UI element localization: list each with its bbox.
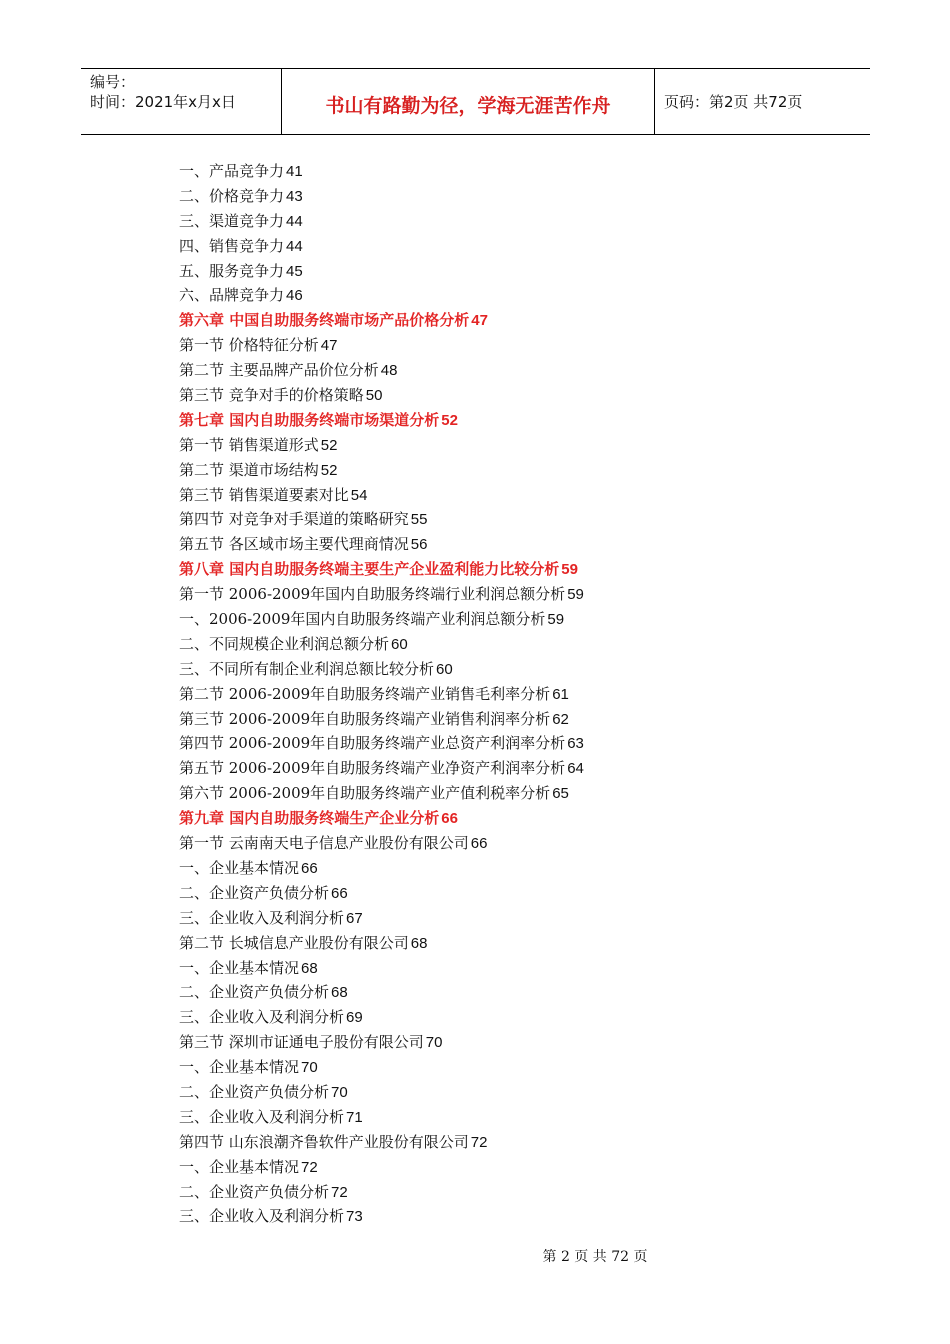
toc-entry-page: 72	[470, 1133, 488, 1151]
toc-entry-title: 第一节 价格特征分析	[179, 336, 319, 355]
toc-entry-page: 54	[350, 486, 368, 504]
toc-entry-page: 56	[410, 536, 428, 554]
toc-entry-title: 第四节 2006-2009年自助服务终端产业总资产利润率分析	[179, 734, 566, 753]
toc-entry-page: 67	[346, 909, 363, 927]
toc-entry-page: 68	[301, 959, 318, 977]
toc-entry-title: 第八章 国内自助服务终端主要生产企业盈利能力比较分析	[179, 560, 560, 579]
toc-chapter-entry[interactable]	[179, 308, 799, 333]
toc-entry[interactable]	[179, 383, 799, 408]
toc-entry-title: 一、2006-2009年国内自助服务终端产业利润总额分析	[179, 610, 546, 629]
toc-entry-page: 66	[441, 810, 458, 828]
toc-entry[interactable]	[179, 632, 799, 657]
toc-entry-title: 第五节 2006-2009年自助服务终端产业净资产利润率分析	[179, 759, 566, 778]
toc-entry[interactable]	[179, 607, 799, 632]
toc-entry-page: 60	[436, 660, 453, 678]
toc-entry-title: 第五节 各区域市场主要代理商情况	[179, 535, 409, 554]
toc-entry[interactable]	[179, 657, 799, 682]
toc-entry[interactable]	[179, 234, 799, 259]
toc-entry-title: 第三节 竞争对手的价格策略	[179, 386, 364, 405]
toc-entry-page: 46	[286, 287, 303, 305]
toc-entry-title: 第二节 长城信息产业股份有限公司	[179, 933, 409, 952]
toc-entry-title: 第一节 云南南天电子信息产业股份有限公司	[179, 834, 469, 853]
toc-entry-title: 三、企业收入及利润分析	[179, 1107, 345, 1126]
toc-entry[interactable]	[179, 1105, 799, 1130]
toc-entry[interactable]	[179, 1180, 799, 1205]
toc-entry-page: 63	[567, 735, 584, 753]
toc-entry[interactable]	[179, 1080, 799, 1105]
toc-entry-page: 72	[301, 1158, 318, 1176]
toc-entry[interactable]	[179, 209, 799, 234]
toc-entry-page: 73	[346, 1208, 363, 1226]
toc-entry-page: 52	[320, 461, 338, 479]
toc-entry-title: 三、企业收入及利润分析	[179, 1207, 345, 1226]
toc-entry-page: 72	[331, 1183, 348, 1201]
toc-entry[interactable]	[179, 507, 799, 532]
toc-entry-page: 68	[410, 934, 428, 952]
toc-entry-page: 41	[286, 163, 303, 180]
toc-entry-page: 69	[346, 1009, 363, 1027]
toc-entry-title: 第三节 2006-2009年自助服务终端产业销售利润率分析	[179, 709, 551, 728]
toc-entry-title: 一、企业基本情况	[179, 1058, 300, 1077]
table-of-contents	[179, 159, 799, 1229]
toc-entry[interactable]	[179, 159, 799, 184]
toc-entry-title: 一、企业基本情况	[179, 858, 300, 877]
toc-entry-page: 61	[552, 685, 569, 703]
toc-entry[interactable]	[179, 1130, 799, 1155]
toc-entry[interactable]	[179, 184, 799, 209]
toc-entry-page: 70	[301, 1059, 318, 1077]
toc-entry[interactable]	[179, 707, 799, 732]
toc-entry-page: 50	[365, 387, 383, 405]
toc-entry-title: 一、产品竞争力	[179, 162, 285, 180]
toc-entry-title: 第一节 销售渠道形式	[179, 435, 319, 454]
toc-entry[interactable]	[179, 881, 799, 906]
toc-entry[interactable]	[179, 358, 799, 383]
toc-entry[interactable]	[179, 582, 799, 607]
toc-entry-title: 三、企业收入及利润分析	[179, 908, 345, 927]
toc-entry[interactable]	[179, 532, 799, 557]
toc-entry[interactable]	[179, 831, 799, 856]
toc-entry-page: 68	[331, 984, 348, 1002]
toc-entry-page: 71	[346, 1108, 363, 1126]
toc-entry-title: 四、销售竞争力	[179, 236, 285, 255]
toc-entry-title: 二、企业资产负债分析	[179, 983, 330, 1002]
toc-chapter-entry[interactable]	[179, 557, 799, 582]
toc-entry-title: 第四节 对竞争对手渠道的策略研究	[179, 510, 409, 529]
toc-entry[interactable]	[179, 1155, 799, 1180]
toc-entry-title: 五、服务竞争力	[179, 261, 285, 280]
toc-entry[interactable]	[179, 333, 799, 358]
toc-chapter-entry[interactable]	[179, 408, 799, 433]
toc-entry-title: 二、不同规模企业利润总额分析	[179, 634, 390, 653]
toc-entry-page: 59	[547, 611, 565, 629]
toc-entry-title: 第七章 国内自助服务终端市场渠道分析	[179, 410, 440, 429]
toc-entry-page: 45	[286, 262, 303, 280]
toc-entry-page: 66	[470, 835, 488, 853]
toc-entry-title: 三、不同所有制企业利润总额比较分析	[179, 659, 435, 678]
toc-entry-page: 64	[567, 760, 584, 778]
toc-entry-page: 52	[441, 411, 458, 429]
header-page-cell	[655, 69, 870, 134]
toc-entry-title: 一、企业基本情况	[179, 958, 300, 977]
toc-entry-title: 二、价格竞争力	[179, 186, 285, 205]
toc-entry-page: 55	[410, 511, 428, 529]
toc-entry-title: 三、企业收入及利润分析	[179, 1008, 345, 1027]
toc-entry-page: 44	[286, 237, 303, 255]
toc-entry[interactable]	[179, 856, 799, 881]
toc-entry-page: 66	[331, 884, 348, 902]
toc-entry-page: 47	[471, 312, 488, 330]
toc-entry-page: 70	[425, 1034, 443, 1052]
toc-entry[interactable]	[179, 781, 799, 806]
toc-entry[interactable]	[179, 1005, 799, 1030]
toc-entry-page: 70	[331, 1083, 348, 1101]
toc-entry-title: 二、企业资产负债分析	[179, 883, 330, 902]
toc-entry-page: 52	[320, 436, 338, 454]
toc-entry[interactable]	[179, 433, 799, 458]
toc-entry[interactable]	[179, 756, 799, 781]
toc-entry[interactable]	[179, 731, 799, 756]
toc-entry-title: 第六章 中国自助服务终端市场产品价格分析	[179, 311, 470, 330]
toc-entry-title: 第六节 2006-2009年自助服务终端产业产值利税率分析	[179, 784, 551, 803]
toc-entry-title: 二、企业资产负债分析	[179, 1082, 330, 1101]
toc-entry-page: 65	[552, 785, 569, 803]
code-label: 编号：	[90, 73, 136, 91]
toc-entry[interactable]	[179, 1030, 799, 1055]
toc-entry-title: 第二节 主要品牌产品价位分析	[179, 361, 379, 380]
toc-entry-title: 二、企业资产负债分析	[179, 1182, 330, 1201]
toc-entry[interactable]	[179, 931, 799, 956]
toc-entry-title: 第三节 销售渠道要素对比	[179, 485, 349, 504]
toc-entry[interactable]	[179, 483, 799, 508]
toc-entry-page: 47	[320, 337, 338, 355]
toc-entry[interactable]	[179, 259, 799, 284]
toc-entry[interactable]	[179, 458, 799, 483]
toc-entry-title: 六、品牌竞争力	[179, 286, 285, 305]
toc-entry[interactable]	[179, 906, 799, 931]
toc-entry-title: 第九章 国内自助服务终端生产企业分析	[179, 809, 440, 828]
toc-entry[interactable]	[179, 1055, 799, 1080]
toc-entry[interactable]	[179, 956, 799, 981]
toc-entry-page: 60	[391, 635, 408, 653]
toc-entry-page: 44	[286, 212, 303, 230]
date-label: 时间：2021年x月x日	[90, 93, 236, 111]
header-meta-cell	[81, 69, 282, 134]
toc-entry-title: 一、企业基本情况	[179, 1157, 300, 1176]
toc-entry-page: 48	[380, 362, 398, 380]
header-motto-cell	[282, 69, 655, 134]
footer-page-label: 第 2 页 共 72 页	[542, 1249, 648, 1265]
toc-entry-page: 62	[552, 710, 569, 728]
toc-entry-page: 59	[567, 586, 584, 604]
toc-entry-title: 三、渠道竞争力	[179, 211, 285, 230]
toc-entry-title: 第一节 2006-2009年国内自助服务终端行业利润总额分析	[179, 585, 566, 604]
toc-entry-title: 第三节 深圳市证通电子股份有限公司	[179, 1033, 424, 1052]
toc-entry-title: 第二节 2006-2009年自助服务终端产业销售毛利率分析	[179, 684, 551, 703]
toc-entry-title: 第四节 山东浪潮齐鲁软件产业股份有限公司	[179, 1132, 469, 1151]
toc-entry-page: 59	[561, 561, 578, 579]
page-header	[81, 68, 870, 135]
toc-entry[interactable]	[179, 682, 799, 707]
motto-text: 书山有路勤为径，学海无涯苦作舟	[325, 95, 611, 117]
header-page-label: 页码：第2页 共72页	[664, 93, 803, 111]
toc-entry[interactable]	[179, 283, 799, 308]
toc-chapter-entry[interactable]	[179, 806, 799, 831]
toc-entry-page: 66	[301, 859, 318, 877]
toc-entry-page: 43	[286, 187, 303, 205]
toc-entry[interactable]	[179, 1204, 799, 1229]
page-footer	[0, 1246, 950, 1266]
toc-entry[interactable]	[179, 980, 799, 1005]
toc-entry-title: 第二节 渠道市场结构	[179, 460, 319, 479]
